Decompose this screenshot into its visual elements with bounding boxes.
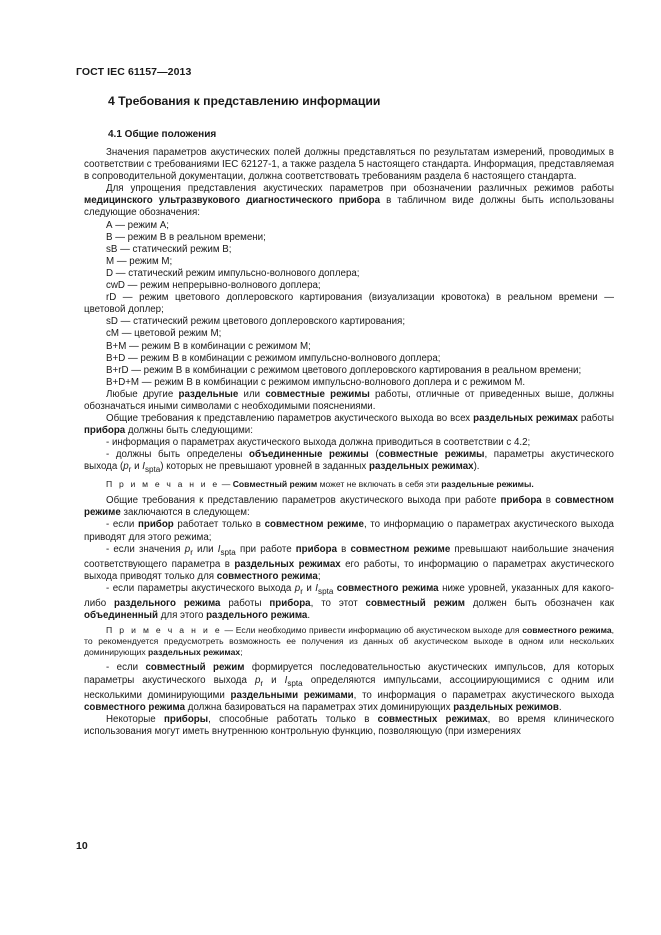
standard-header: ГОСТ IEC 61157—2013 [76, 66, 192, 78]
mode-list-item: В+D+М — режим В в комбинации с режимом импульсно-волнового доплера и с режимом М. [106, 376, 526, 388]
mode-list-item: sВ — статический режим В; [106, 243, 232, 255]
paragraph: Общие требования к представлению параметров акустического выхода во всех раздельных режимах работы прибора должны быть следующими: [84, 413, 615, 437]
mode-list-item: В — режим В в реальном времени; [106, 231, 266, 243]
paragraph: Значения параметров акустических полей должны представляться по результатам измерений, проводимых в соответствии с требованиями IEC 62127-1, а также раздела 5 настоящего стандарта. Информация, представляемая в сопроводительной документации, должна соответствовать требованиям раздела 6 настоящего стандарта. [84, 147, 614, 183]
paragraph: - информация о параметрах акустического выхода должна приводиться в соответствии с 4.2; [106, 437, 531, 449]
paragraph: - если совместный режим формируется последовательностью акустических импульсов, для которых параметры акустического выхода $p_r$ и $I_{spta}$ определяются импульсами, ассоциирующимися с одним или несколькими доминирующими раздельными режимами, то информация о параметрах акустического выхода совместного режима должна базироваться на параметрах этих доминирующих раздельных режимов. [84, 662, 615, 713]
body-text [84, 147, 614, 738]
paragraph: Некоторые приборы, способные работать только в совместных режимах, во время клинического использования могут иметь внутреннюю контрольную функцию, позволяющую (при измерениях [84, 713, 614, 737]
mode-list-item: sD — статический режим цветового доплеровского картирования; [106, 316, 406, 328]
page-number: 10 [76, 840, 88, 852]
paragraph: - если прибор работает только в совместном режиме, то информацию о параметрах акустического выхода приводят для этого режима; [84, 519, 614, 543]
paragraph: Для упрощения представления акустических параметров при обозначении различных режимов работы медицинского ультразвукового диагностического прибора в табличном виде должны быть использованы следующие обозначения: [84, 183, 614, 219]
paragraph: Общие требования к представлению параметров акустического выхода при работе прибора в совместном режиме заключаются в следующем: [84, 495, 614, 519]
note: П р и м е ч а н и е — Если необходимо привести информацию об акустическом выходе для совместного режима, то рекомендуется предусмотреть возможность ее получения из данных об акустическом выходе в одном или нескольких доминирующих раздельных режимах; [84, 625, 614, 657]
paragraph: Любые другие раздельные или совместные режимы работы, отличные от приведенных выше, должны обозначаться иными символами с необходимыми пояснениями. [84, 388, 614, 412]
mode-list-item: В+М — режим В в комбинации с режимом М; [106, 340, 311, 352]
mode-list-item: rD — режим цветового доплеровского картирования (визуализации кровотока) в реальном времени — цветовой доплер; [84, 292, 614, 316]
mode-list-item: В+rD — режим В в комбинации с режимом цветового доплеровского картирования в реальном времени; [106, 364, 582, 376]
mode-list-item: В+D — режим В в комбинации с режимом импульсно-волнового доплера; [106, 352, 441, 364]
subsection-title: 4.1 Общие положения [108, 129, 217, 140]
paragraph: - должны быть определены объединенные режимы (совместные режимы, параметры акустического выхода ($p_r$ и $I_{spta}$) которых не превышают уровней в заданных раздельных режимах). [84, 449, 614, 475]
mode-list-item: А — режим А; [106, 219, 169, 231]
mode-list-item: cwD — режим непрерывно-волнового доплера; [106, 280, 321, 292]
mode-list-item: D — статический режим импульсно-волнового доплера; [106, 267, 360, 279]
mode-list-item: М — режим М; [106, 255, 173, 267]
paragraph: - если значения $p_r$ или $I_{spta}$ при работе прибора в совместном режиме превышают наибольшие значения соответствующего параметра в раздельных режимах его работы, то информацию о параметрах акустического выхода приводят только для совместного режима; [84, 543, 614, 582]
note: П р и м е ч а н и е — Совместный режим может не включать в себя эти раздельные режимы. [106, 479, 534, 490]
section-title: 4 Требования к представлению информации [108, 94, 381, 108]
paragraph: - если параметры акустического выхода $p_r$ и $I_{spta}$ совместного режима ниже уровней, указанных для какого-либо раздельного режима работы прибора, то этот совместный режим должен быть обозначен как объединенный для этого раздельного режима. [84, 582, 615, 621]
mode-list-item: cM — цветовой режим М; [106, 328, 222, 340]
